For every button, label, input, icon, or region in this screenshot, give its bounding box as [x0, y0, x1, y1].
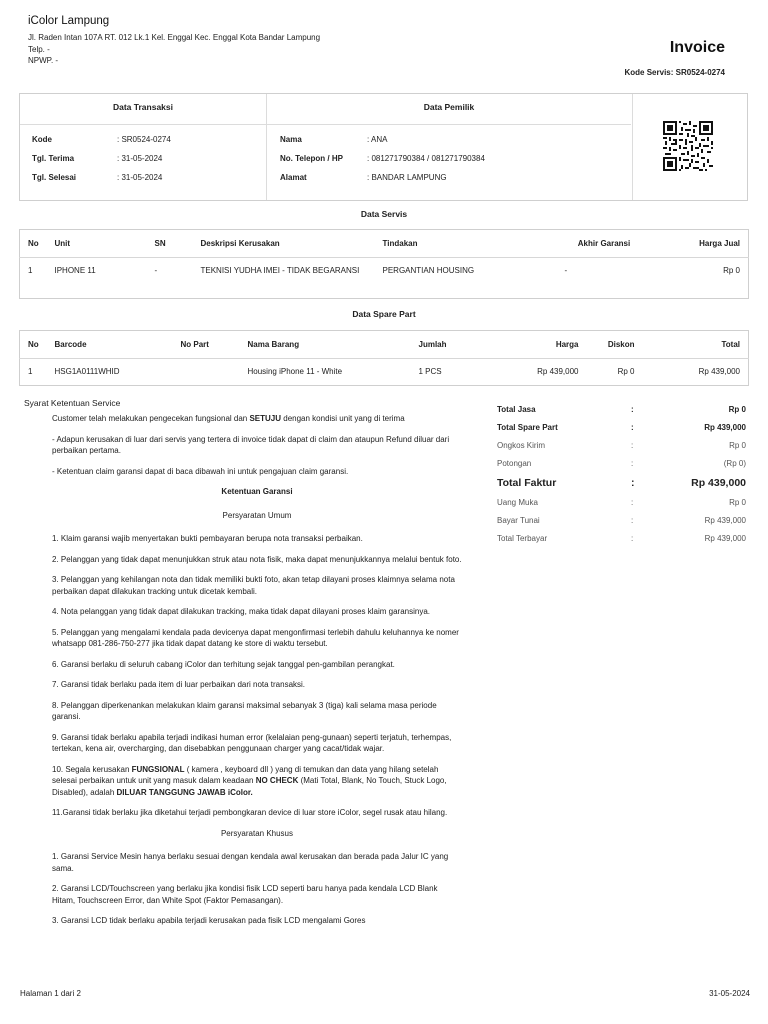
servis-header-row	[20, 230, 749, 258]
col-tindakan: Tindakan	[375, 230, 557, 258]
col-no-part: No Part	[173, 331, 240, 359]
col-total: Total	[643, 331, 749, 359]
totals-block	[497, 400, 746, 547]
khusus-item: 3. Garansi LCD tidak berlaku apabila terjadi kerusakan pada fisik LCD mengalami Gores	[52, 916, 366, 925]
terms-bold-text: SETUJU	[249, 414, 282, 423]
terms-paragraph: - Ketentuan claim garansi dapat di baca dibawah ini untuk pengajuan claim garansi.	[52, 466, 349, 476]
cell-diskon: Rp 0	[617, 367, 635, 376]
telepon-label: No. Telepon / HP	[280, 154, 343, 163]
cell-unit: IPHONE 11	[54, 266, 96, 275]
umum-item	[52, 764, 462, 799]
terms-heading: Syarat Ketentuan Service	[24, 398, 121, 408]
umum-item: 11.Garansi tidak berlaku jika diketahui terjadi pembongkaran device di luar store iColor, segel rusak atau hilang.	[52, 808, 448, 817]
umum-item: 6. Garansi berlaku di seluruh cabang iColor dan terhitung sejak tanggal pen-gambilan perangkat.	[52, 659, 395, 669]
total-spare-part-row	[497, 418, 746, 436]
terms-bold-text: NO CHECK	[255, 776, 299, 785]
nama-label: Nama	[280, 135, 302, 144]
total-label: Total Terbayar	[497, 533, 548, 543]
tgl-selesai-value: : 31-05-2024	[117, 173, 163, 182]
company-phone: Telp. -	[28, 45, 50, 54]
cell-no: 1	[28, 266, 33, 275]
tgl-selesai-label: Tgl. Selesai	[32, 173, 77, 182]
total-value: Rp 439,000	[704, 422, 746, 432]
total-label: Ongkos Kirim	[497, 440, 546, 450]
ketentuan-garansi-title: Ketentuan Garansi	[221, 487, 293, 496]
total-terbayar-row	[497, 529, 746, 547]
total-value: (Rp 0)	[723, 458, 746, 468]
terms-paragraph: - Adapun kerusakan di luar dari servis yang tertera di invoice tidak dapat di claim dan ataupun Refund diluar dari perbaikan pertama.	[52, 434, 450, 455]
total-value: Rp 0	[728, 404, 746, 414]
total-label: Potongan	[497, 458, 532, 468]
umum-item: 5. Pelanggan yang mengalami kendala pada devicenya dapat mengonfirmasi terlebih dahulu keluhannya ke nomer whatsapp 081-286-750-277 jika tidak dapat datang ke store di waktu tersebut.	[52, 627, 459, 648]
data-transaksi-heading: Data Transaksi	[112, 102, 173, 112]
col-harga: Harga	[502, 331, 587, 359]
col-barcode: Barcode	[47, 331, 173, 359]
total-label: Total Faktur	[497, 476, 557, 489]
company-name: iColor Lampung	[28, 15, 110, 27]
umum-item: 1. Klaim garansi wajib menyertakan bukti pembayaran berupa nota transaksi perbaikan.	[52, 534, 363, 543]
terms-bold-text: FUNGSIONAL	[131, 764, 185, 774]
umum-item: 9. Garansi tidak berlaku apabila terjadi indikasi human error (kelalaian peng-gunaan) seperti terjatuh, terhempas, tertekan, kena air, overcharging, dan disebabkan penggunaan charger yang cacat/tidak wajar.	[52, 732, 452, 753]
col-akhir-garansi: Akhir Garansi	[557, 230, 652, 258]
company-npwp: NPWP. -	[28, 56, 59, 65]
total-label: Total Jasa	[497, 404, 536, 414]
cell-nama-barang: Housing iPhone 11 - White	[247, 367, 343, 376]
spare-part-table	[19, 330, 749, 386]
umum-item: 3. Pelanggan yang kehilangan nota dan tidak memiliki bukti foto, akan tetap dilayani proses klaimnya selama nota perbaikan dapat dilakukan tracking untuk dicetak kembali.	[52, 575, 455, 596]
umum-item: 4. Nota pelanggan yang tidak dapat dilakukan tracking, maka tidak dapat dilayani proses klaim garansinya.	[52, 607, 431, 616]
alamat-label: Alamat	[280, 173, 307, 182]
umum-item: 7. Garansi tidak berlaku pada item di luar perbaikan dari nota transaksi.	[52, 680, 306, 689]
data-spare-part-title: Data Spare Part	[352, 309, 416, 319]
total-label: Bayar Tunai	[497, 515, 540, 525]
cell-barcode: HSG1A0111WHID	[54, 367, 120, 376]
kode-servis: Kode Servis: SR0524-0274	[624, 68, 725, 77]
terms-text: (Mati Total, Blank, No Touch, Stuck Logo, Disabled), adalah	[52, 776, 447, 797]
total-separator: :	[631, 404, 634, 414]
col-harga-jual: Harga Jual	[652, 230, 749, 258]
total-label: Total Spare Part	[497, 422, 558, 432]
total-separator: :	[631, 422, 634, 432]
cell-total: Rp 439,000	[698, 367, 740, 376]
col-no: No	[20, 331, 47, 359]
persyaratan-khusus-title: Persyaratan Khusus	[220, 828, 294, 838]
total-separator: :	[631, 497, 634, 507]
cell-no: 1	[28, 367, 33, 376]
terms-bold-text: DILUAR TANGGUNG JAWAB iColor.	[116, 787, 253, 797]
cell-no-part	[173, 359, 240, 386]
page-number: Halaman 1 dari 2	[20, 989, 81, 998]
total-value: Rp 0	[729, 497, 746, 507]
persyaratan-umum-title: Persyaratan Umum	[222, 510, 292, 520]
col-jumlah: Jumlah	[411, 331, 502, 359]
data-servis-title: Data Servis	[360, 209, 408, 219]
kode-value: : SR0524-0274	[117, 135, 171, 144]
col-unit: Unit	[47, 230, 147, 258]
cell-jumlah: 1 PCS	[418, 367, 442, 376]
terms-text: Customer telah melakukan pengecekan fungsional dan	[52, 414, 250, 423]
total-separator: :	[631, 440, 634, 450]
terms-body	[52, 413, 462, 936]
telepon-value: : 081271790384 / 081271790384	[367, 154, 485, 163]
company-address: Jl. Raden Intan 107A RT. 012 Lk.1 Kel. Enggal Kec. Enggal Kota Bandar Lampung	[28, 33, 321, 42]
invoice-title: Invoice	[669, 39, 725, 56]
table-row	[20, 258, 749, 299]
nama-value: : ANA	[367, 135, 388, 144]
alamat-value: : BANDAR LAMPUNG	[367, 173, 447, 182]
col-sn: SN	[147, 230, 193, 258]
col-nama-barang: Nama Barang	[240, 331, 411, 359]
terms-text: ( kamera , keyboard dll ) yang di temukan dan data yang hilang setelah selesai perbaikan untuk unit yang masuk dalam keadaan	[52, 764, 439, 785]
col-no: No	[20, 230, 47, 258]
tgl-terima-value: : 31-05-2024	[117, 154, 163, 163]
umum-item: 8. Pelanggan diperkenankan melakukan klaim garansi maksimal sebanyak 3 (tiga) kali selama masa periode garansi.	[52, 700, 437, 721]
transaction-owner-box	[19, 93, 748, 201]
terms-text: 10. Segala kerusakan	[52, 764, 132, 774]
total-separator: :	[631, 476, 635, 489]
khusus-item: 2. Garansi LCD/Touchscreen yang berlaku jika kondisi fisik LCD seperti baru hanya pada kendala LCD Blank Hitam, Touchscreen Error, dan White Spot (Faktor Pemasangan).	[52, 884, 438, 905]
bayar-tunai-row	[497, 511, 746, 529]
total-faktur-row	[497, 472, 746, 493]
total-separator: :	[631, 458, 634, 468]
khusus-item: 1. Garansi Service Mesin hanya berlaku sesuai dengan kendala awal kerusakan dan berada pada Jalur IC yang sama.	[52, 852, 449, 873]
total-value: Rp 439,000	[704, 533, 746, 543]
terms-text: dengan kondisi unit yang di terima	[281, 414, 405, 423]
umum-item: 2. Pelanggan yang tidak dapat menunjukkan struk atau nota fisik, maka dapat menunjukkannya melalui bentuk foto.	[52, 554, 462, 564]
ongkos-kirim-row	[497, 436, 746, 454]
total-jasa-row	[497, 400, 746, 418]
potongan-row	[497, 454, 746, 472]
total-value: Rp 439,000	[691, 476, 746, 489]
total-separator: :	[631, 533, 634, 543]
cell-harga: Rp 439,000	[537, 367, 579, 376]
servis-table	[19, 229, 749, 299]
col-deskripsi: Deskripsi Kerusakan	[193, 230, 375, 258]
terms-paragraph	[52, 413, 462, 425]
total-value: Rp 0	[729, 440, 746, 450]
uang-muka-row	[497, 493, 746, 511]
total-separator: :	[631, 515, 634, 525]
table-row	[20, 359, 749, 386]
total-value: Rp 439,000	[704, 515, 746, 525]
tgl-terima-label: Tgl. Terima	[32, 154, 75, 163]
cell-tindakan: PERGANTIAN HOUSING	[382, 266, 475, 275]
spare-part-header-row	[20, 331, 749, 359]
qr-code	[663, 121, 713, 171]
cell-sn: -	[154, 266, 158, 275]
cell-akhir-garansi: -	[564, 266, 568, 275]
total-label: Uang Muka	[497, 497, 538, 507]
kode-label: Kode	[32, 135, 52, 144]
data-pemilik-heading: Data Pemilik	[423, 102, 475, 112]
cell-deskripsi: TEKNISI YUDHA IMEI - TIDAK BEGARANSI	[200, 266, 360, 275]
cell-harga-jual: Rp 0	[723, 266, 740, 275]
col-diskon: Diskon	[587, 331, 643, 359]
print-date: 31-05-2024	[709, 989, 750, 998]
